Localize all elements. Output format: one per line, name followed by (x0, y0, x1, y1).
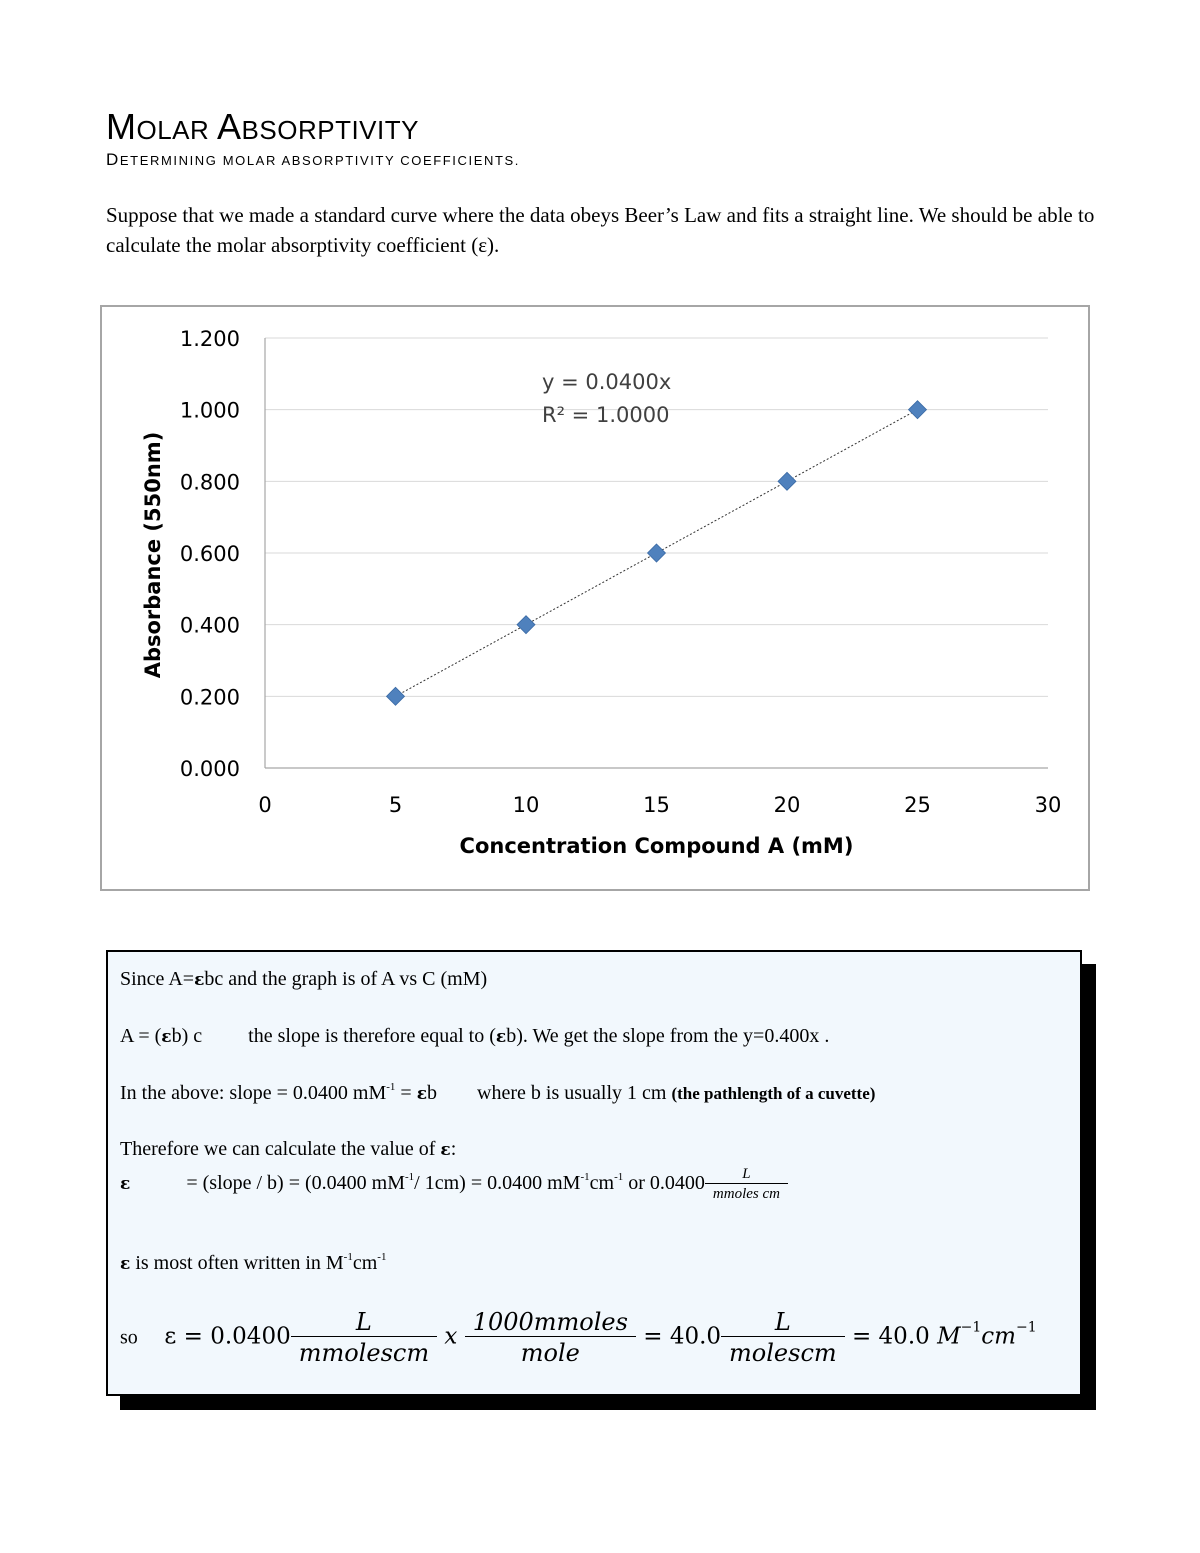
data-point (517, 616, 535, 634)
note-line-6: ε is most often written in $M^{-1}cm^{-1}$ (120, 1251, 387, 1274)
y-tick-label: 0.800 (179, 470, 240, 495)
y-tick-label: 0.200 (179, 685, 240, 710)
x-tick-label: 10 (512, 793, 540, 817)
x-tick-label: 15 (643, 793, 670, 817)
x-tick-label: 25 (904, 793, 931, 817)
data-point (648, 544, 666, 562)
note-line-3: In the above: slope = 0.0400 $mM^{-1} = \varepsilon b$ where b is usually 1 cm (the pathlength of a cuvette) (120, 1081, 876, 1104)
intro-paragraph: Suppose that we made a standard curve where the data obeys Beer’s Law and fits a straight line. We should be able to calculate the molar absorptivity coefficient (ε). (106, 203, 1095, 257)
x-tick-label: 30 (1034, 793, 1062, 817)
note-line-4: Therefore we can calculate the value of ε: (120, 1138, 457, 1160)
trendline-equation: y = 0.0400x (542, 370, 672, 394)
y-tick-label: 1.000 (179, 398, 240, 423)
data-point (778, 472, 796, 490)
x-tick-label: 0 (258, 793, 272, 817)
data-point (909, 401, 927, 419)
chart-svg (102, 307, 1088, 889)
x-tick-label: 5 (388, 793, 403, 817)
trendline-r2: R² = 1.0000 (542, 403, 670, 427)
note-line-2: A = (εb) c the slope is therefore equal to (εb). We get the slope from the y=0.400x . (120, 1025, 830, 1047)
y-tick-label: 0.000 (179, 757, 240, 781)
note-line-5: ε = (slope / b) = (0.0400 $mM^{-1}/$ 1cm) = 0.0400 $mM^{-1}cm^{-1}$ or 0.0400 $\frac{L}{\text{mmoles cm}}$ (120, 1166, 788, 1203)
y-tick-label: 1.200 (179, 327, 240, 351)
page-title: MOLAR ABSORPTIVITY (106, 106, 419, 147)
units-fraction: $\frac{L}{\text{mmoles cm}}$ (705, 1166, 788, 1203)
y-axis-title: Absorbance (550nm) (141, 431, 165, 679)
y-tick-label: 0.600 (179, 542, 240, 566)
calibration-chart (100, 305, 1090, 891)
data-point (387, 687, 405, 705)
note-line-7-equation: so ε = 0.0400 $\frac{L}{\text{mmolescm}}$ x $\frac{\text{1000mmoles}}{\text{mole}}$ = 40.0 $\frac{L}{\text{molescm}}$ = 40.0 $M^{-1}cm^{-1}$ (120, 1308, 1037, 1367)
x-tick-label: 20 (773, 793, 801, 817)
note-line-1: Since A=εbc and the graph is of A vs C (mM) (120, 968, 488, 990)
x-axis-title: Concentration Compound A (mM) (459, 834, 854, 858)
calculation-note-box (106, 950, 1082, 1396)
page-subtitle: DETERMINING MOLAR ABSORPTIVITY COEFFICIENTS. (106, 150, 520, 169)
y-tick-label: 0.400 (179, 613, 240, 638)
